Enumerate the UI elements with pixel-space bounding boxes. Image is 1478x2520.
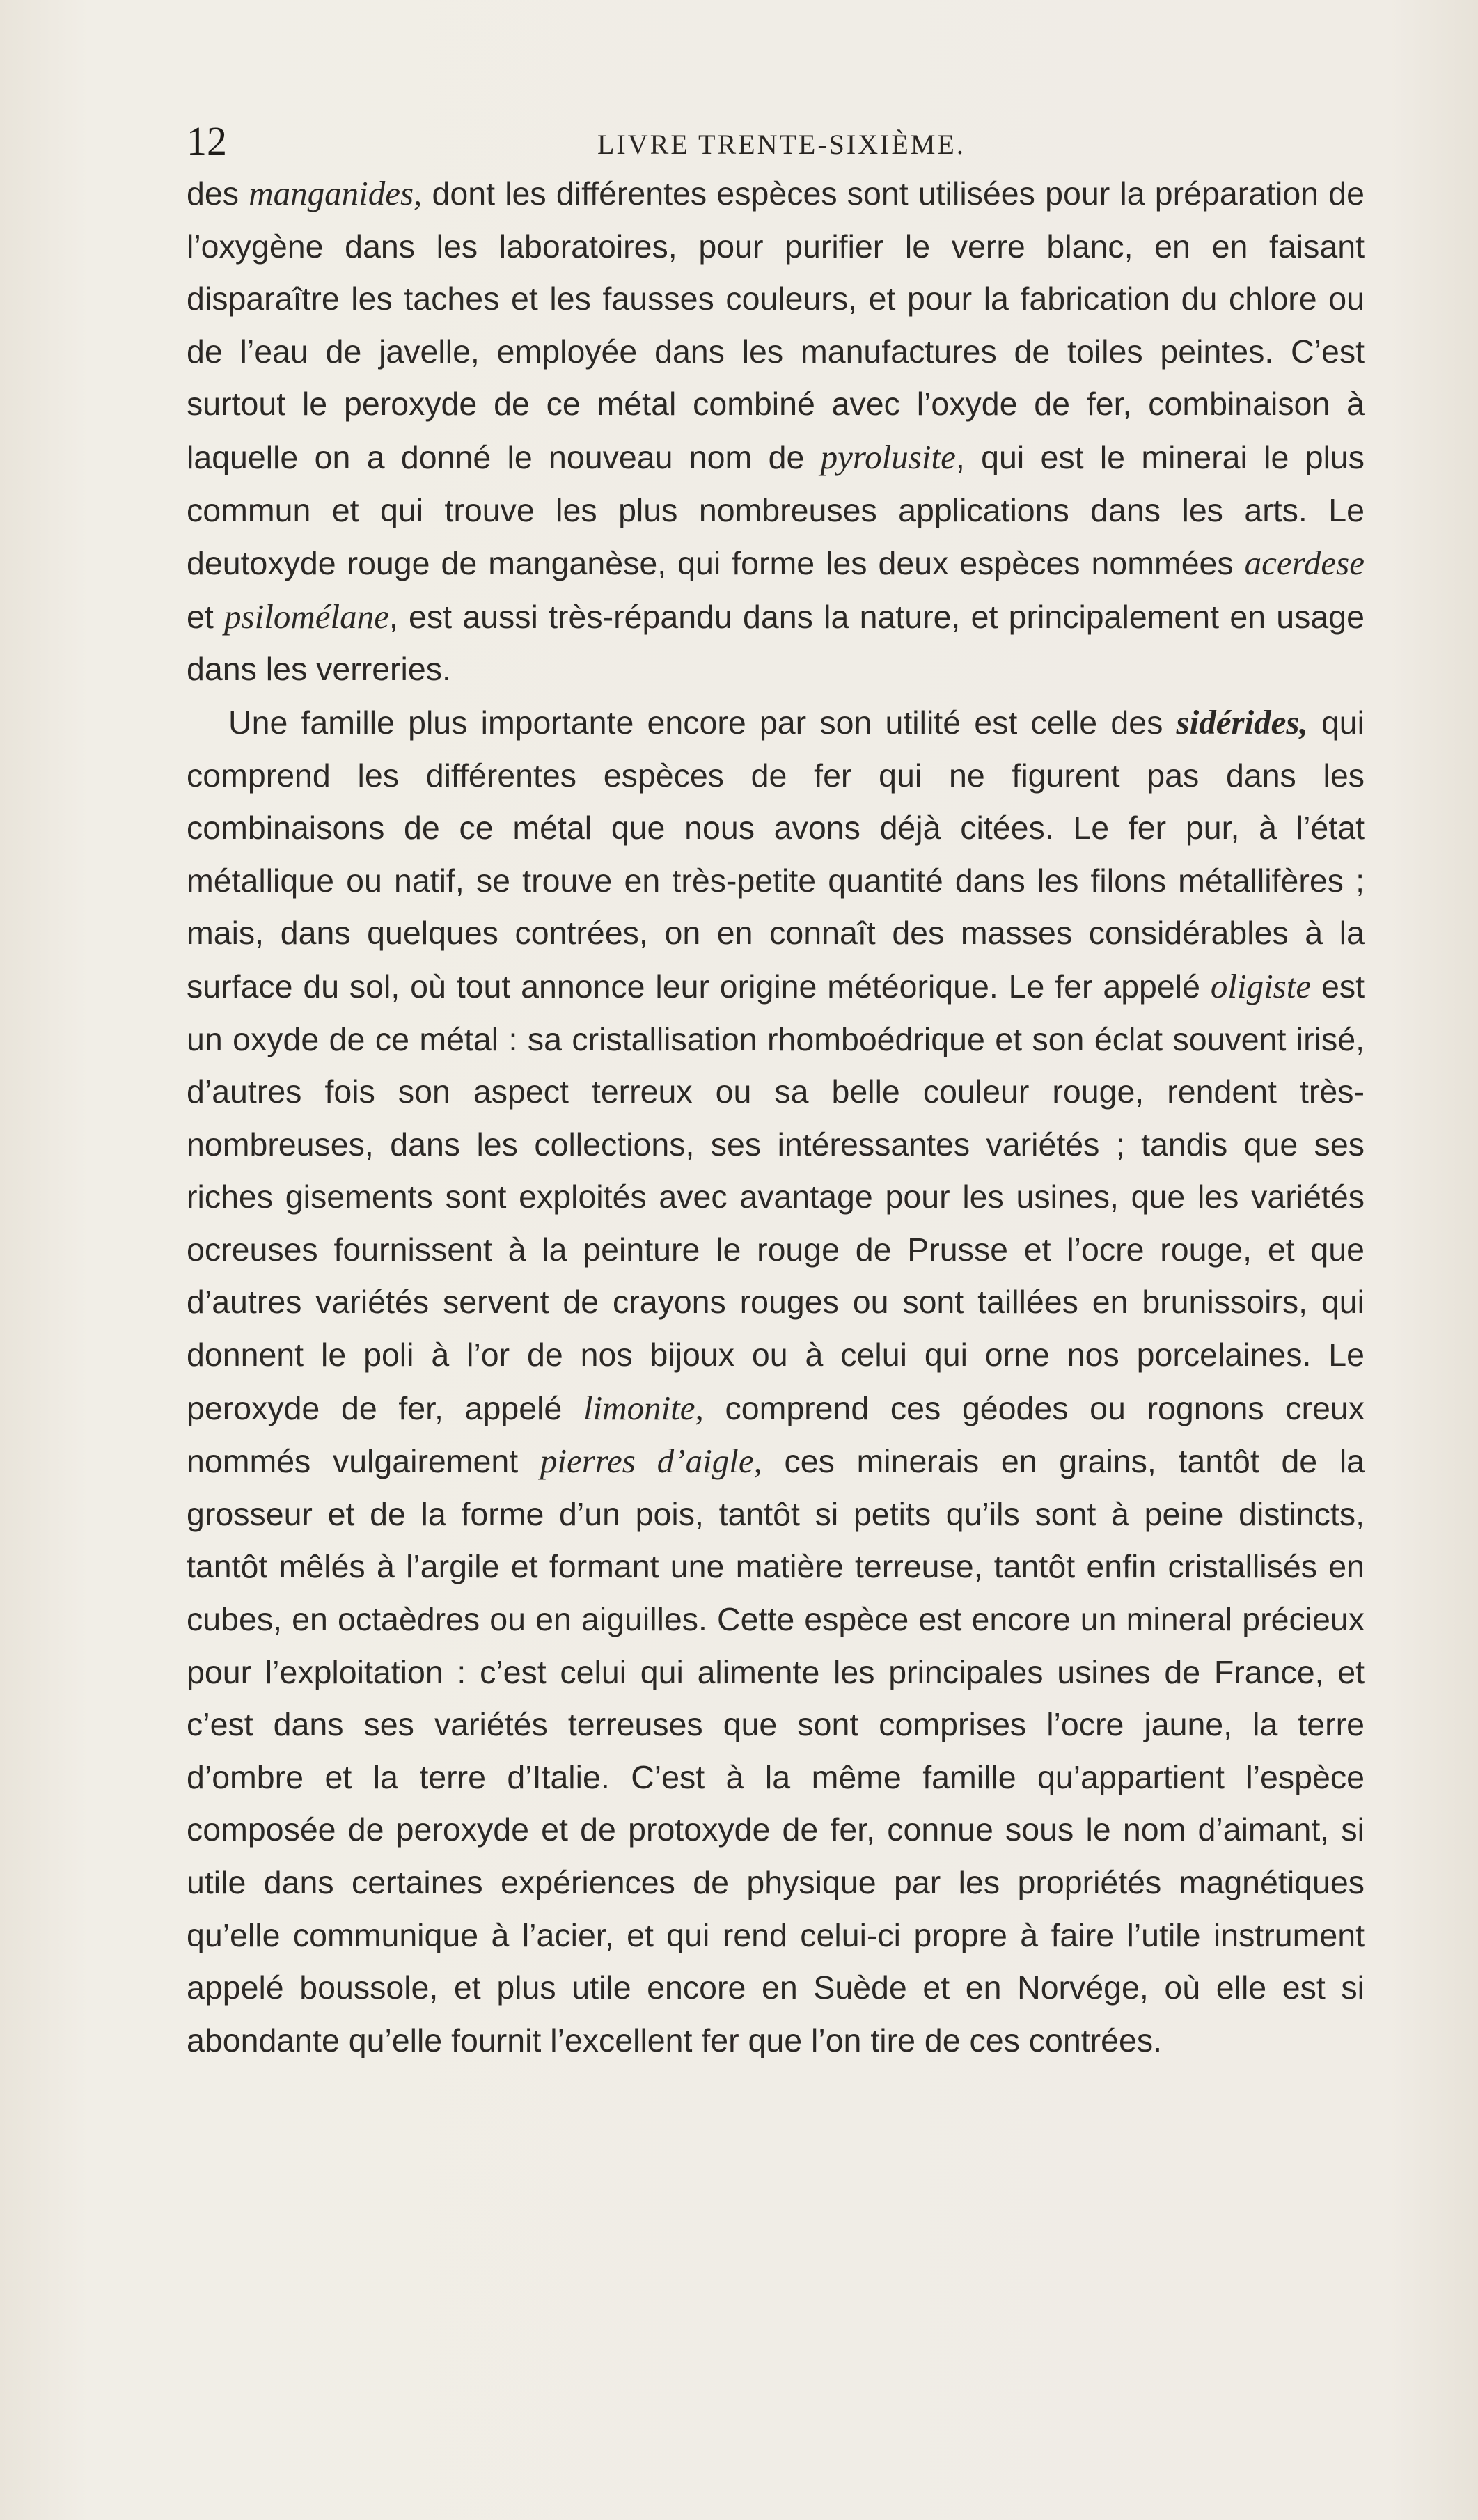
italic-term: pyrolusite (820, 437, 956, 476)
italic-term: pierres d’aigle, (540, 1442, 762, 1481)
italic-term: manganides, (249, 174, 423, 212)
text-segment: , est aussi très-répandu dans la nature, et principalement en usage dans les verreries. (187, 598, 1365, 688)
italic-term: psilomélane (224, 597, 389, 636)
italic-term: limonite, (583, 1388, 704, 1427)
italic-term: sidérides, (1176, 702, 1308, 741)
italic-term: acerdese (1244, 544, 1365, 583)
text-segment: est un oxyde de ce métal : sa cristallisation rhomboédrique et son éclat souvent irisé, d’autres fois son aspect terreux ou sa belle couleur rouge, rendent très-nombreuses, dans les collections, ses intéressantes variétés ; tandis que ses riches gisements sont exploités avec avantage pour les usines, que les variétés ocreuses fournissent à la peinture le rouge de Prusse et l’ocre rouge, et que d’autres variétés servent de crayons rouges ou sont taillées en brunissoirs, qui donnent le poli à l’or de nos bijoux ou à celui qui orne nos porcelaines. Le peroxyde de fer, appelé (187, 968, 1365, 1426)
italic-term: oligiste (1210, 966, 1312, 1005)
body-text (187, 167, 1365, 2067)
text-segment: comprend ces géodes ou rognons creux nommés vulgairement (187, 1389, 1365, 1480)
text-segment: , qui est le minerai le plus commun et qui trouve les plus nombreuses applications dans les arts. Le deutoxyde rouge de manganèse, qui forme les deux espèces nommées (187, 439, 1365, 582)
running-head: LIVRE TRENTE-SIXIÈME. (597, 129, 966, 160)
page-number: 12 (187, 118, 227, 164)
text-segment: dont les différentes espèces sont utilisées pour la préparation de l’oxygène dans les laboratoires, pour purifier le verre blanc, en en faisant disparaître les taches et les fausses couleurs, et pour la fabrication du chlore ou de l’eau de javelle, employée dans les manufactures de toiles peintes. C’est surtout le peroxyde de ce métal combiné avec l’oxyde de fer, combinaison à laquelle on a donné le nouveau nom de (187, 175, 1365, 475)
text-segment: et (187, 598, 225, 635)
paragraph (187, 696, 1365, 2067)
paragraph (187, 167, 1365, 696)
text-segment: qui comprend les différentes espèces de fer qui ne figurent pas dans les combinaisons de ce métal que nous avons déjà citées. Le fer pur, à l’état métallique ou natif, se trouve en très-petite quantité dans les filons métallifères ; mais, dans quelques contrées, on en connaît des masses considérables à la surface du sol, où tout annonce leur origine météorique. Le fer appelé (187, 704, 1365, 1005)
text-segment: Une famille plus importante encore par son utilité est celle des (228, 704, 1177, 741)
text-segment: des (187, 175, 249, 212)
text-segment: ces minerais en grains, tantôt de la grosseur et de la forme d’un pois, tantôt si petits qu’ils sont à peine distincts, tantôt mêlés à l’argile et formant une matière terreuse, tantôt enfin cristallisés en cubes, en octaèdres ou en aiguilles. Cette espèce est encore un mineral précieux pour l’exploitation : c’est celui qui alimente les principales usines de France, et c’est dans ses variétés terreuses que sont comprises l’ocre jaune, la terre d’ombre et la terre d’Italie. C’est à la même famille qu’appartient l’espèce composée de peroxyde et de protoxyde de fer, connue sous le nom d’aimant, si utile dans certaines expériences de physique par les propriétés magnétiques qu’elle communique à l’acier, et qui rend celui-ci propre à faire l’utile instrument appelé boussole, et plus utile encore en Suède et en Norvége, où elle est si abondante qu’elle fournit l’excellent fer que l’on tire de ces contrées. (187, 1443, 1365, 2058)
page-header (187, 117, 1363, 166)
